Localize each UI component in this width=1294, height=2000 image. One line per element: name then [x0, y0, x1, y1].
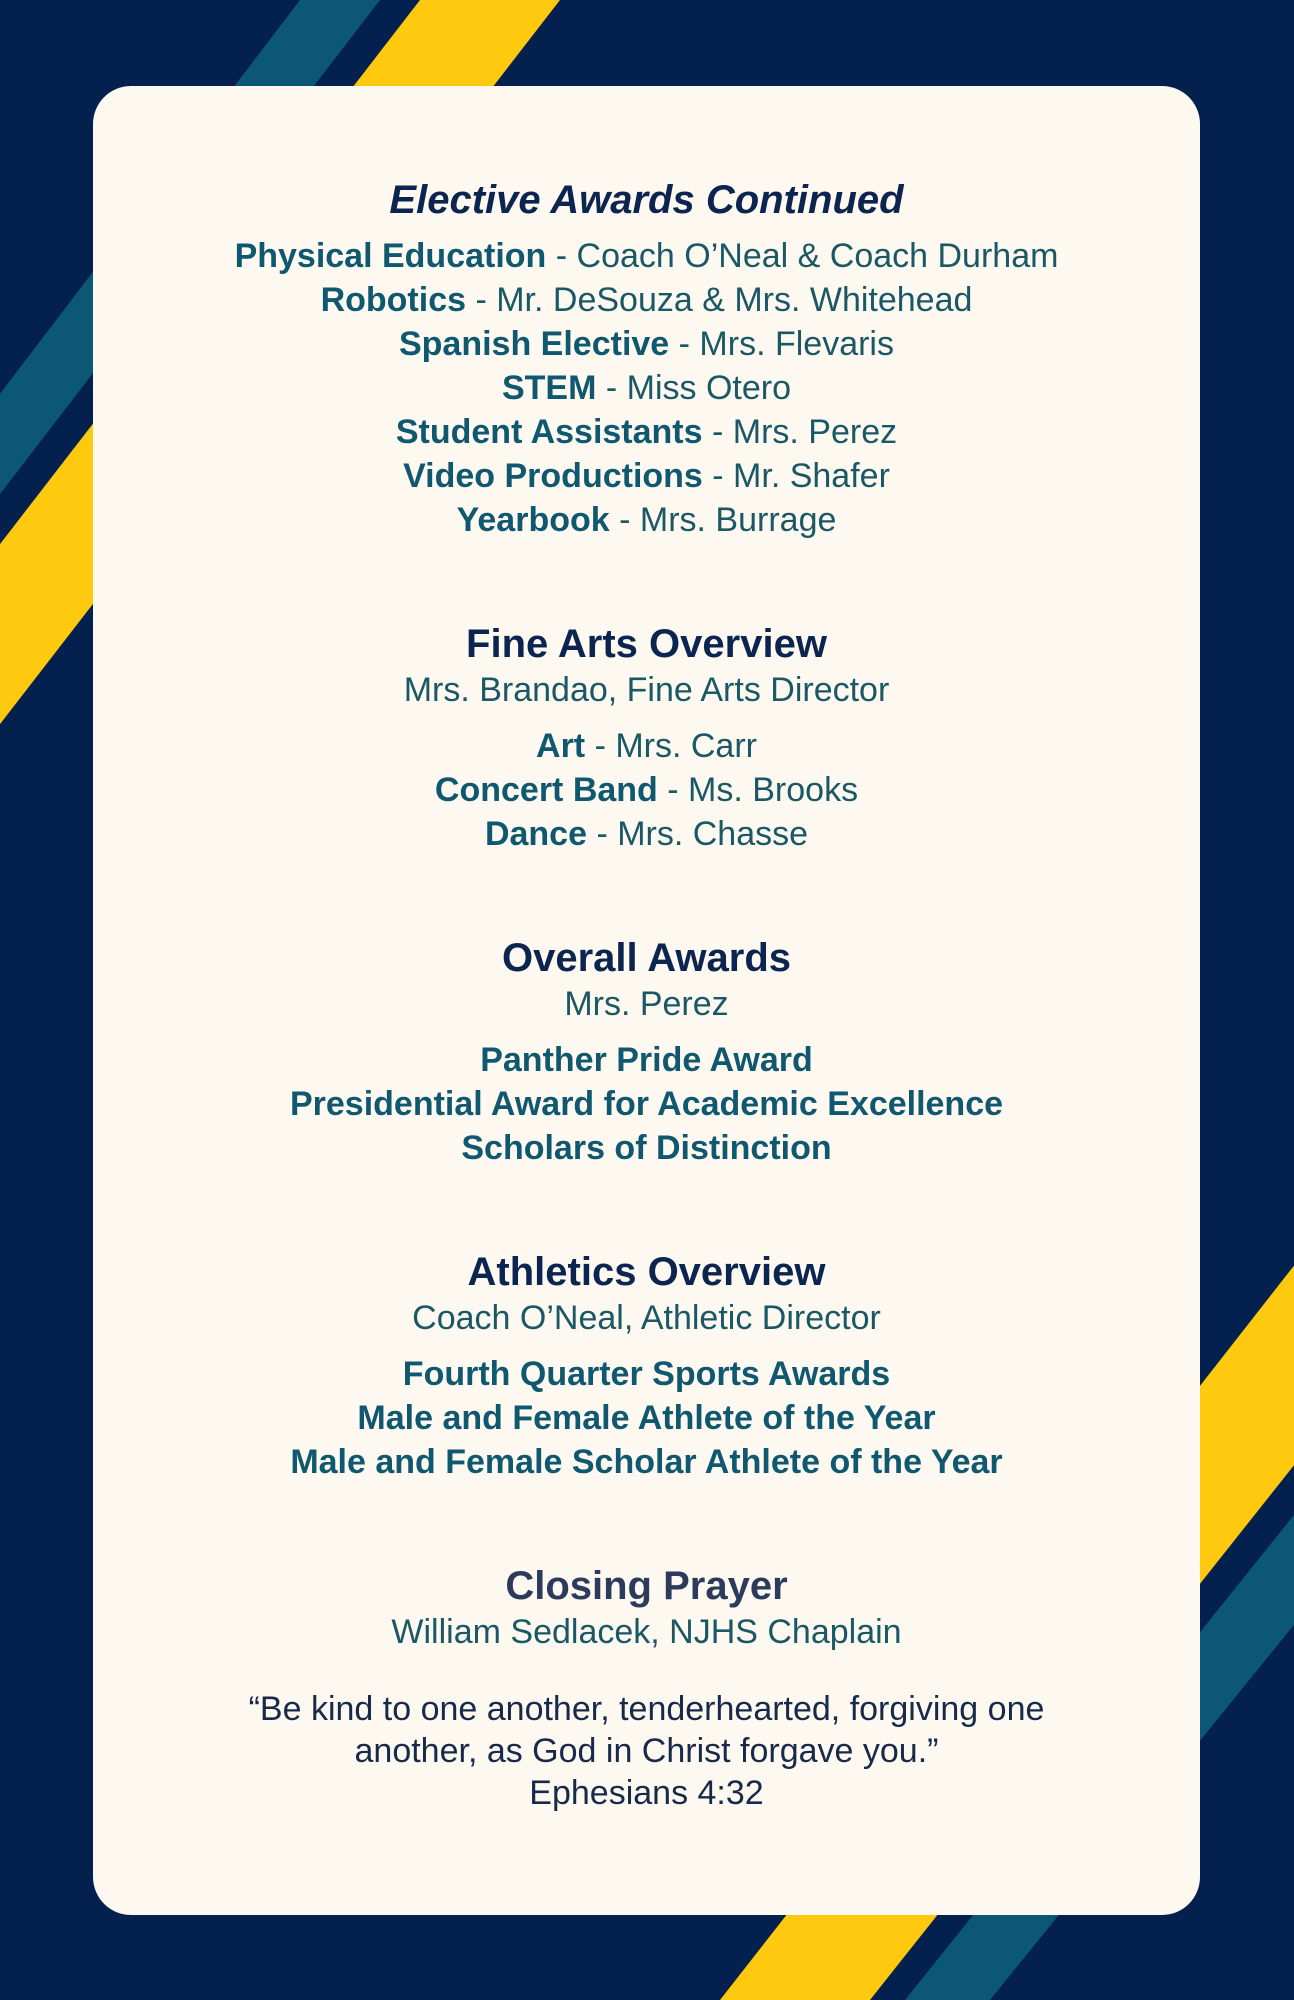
section-title: Closing Prayer: [505, 1564, 788, 1608]
list-item: Yearbook - Mrs. Burrage: [456, 501, 837, 539]
award-item: Scholars of Distinction: [461, 1129, 832, 1167]
section-subtitle: Coach O’Neal, Athletic Director: [412, 1299, 881, 1337]
section-title: Fine Arts Overview: [466, 622, 827, 666]
award-item: Male and Female Athlete of the Year: [357, 1399, 936, 1437]
fine-arts-section: [93, 620, 1200, 856]
elective-awards-section: [93, 176, 1200, 542]
list-item: Dance - Mrs. Chasse: [484, 815, 809, 853]
section-title: Elective Awards Continued: [389, 178, 904, 222]
scripture-citation: Ephesians 4:32: [529, 1774, 764, 1812]
list-item: Robotics - Mr. DeSouza & Mrs. Whitehead: [320, 281, 973, 319]
scripture-quote-line: “Be kind to one another, tenderhearted, forgiving one: [248, 1690, 1045, 1728]
scripture-quote-line: another, as God in Christ forgave you.”: [354, 1732, 939, 1770]
section-title: Overall Awards: [501, 936, 792, 980]
closing-prayer-section: [93, 1562, 1200, 1814]
list-item: Concert Band - Ms. Brooks: [434, 771, 859, 809]
list-item: Spanish Elective - Mrs. Flevaris: [398, 325, 894, 363]
award-item: Male and Female Scholar Athlete of the Year: [290, 1443, 1003, 1481]
award-item: Fourth Quarter Sports Awards: [402, 1355, 891, 1393]
section-subtitle: Mrs. Perez: [564, 985, 729, 1023]
list-item: Art - Mrs. Carr: [536, 727, 757, 765]
award-item: Presidential Award for Academic Excellence: [289, 1085, 1004, 1123]
list-item: Video Productions - Mr. Shafer: [403, 457, 890, 495]
list-item: STEM - Miss Otero: [501, 369, 792, 407]
section-subtitle: Mrs. Brandao, Fine Arts Director: [403, 671, 890, 709]
list-item: Physical Education - Coach O’Neal & Coach Durham: [234, 237, 1059, 275]
section-title: Athletics Overview: [467, 1250, 826, 1294]
award-item: Panther Pride Award: [480, 1041, 813, 1079]
overall-awards-section: [93, 934, 1200, 1170]
list-item: Student Assistants - Mrs. Perez: [395, 413, 898, 451]
section-subtitle: William Sedlacek, NJHS Chaplain: [391, 1613, 902, 1651]
program-card: [93, 86, 1200, 1915]
athletics-section: [93, 1248, 1200, 1484]
